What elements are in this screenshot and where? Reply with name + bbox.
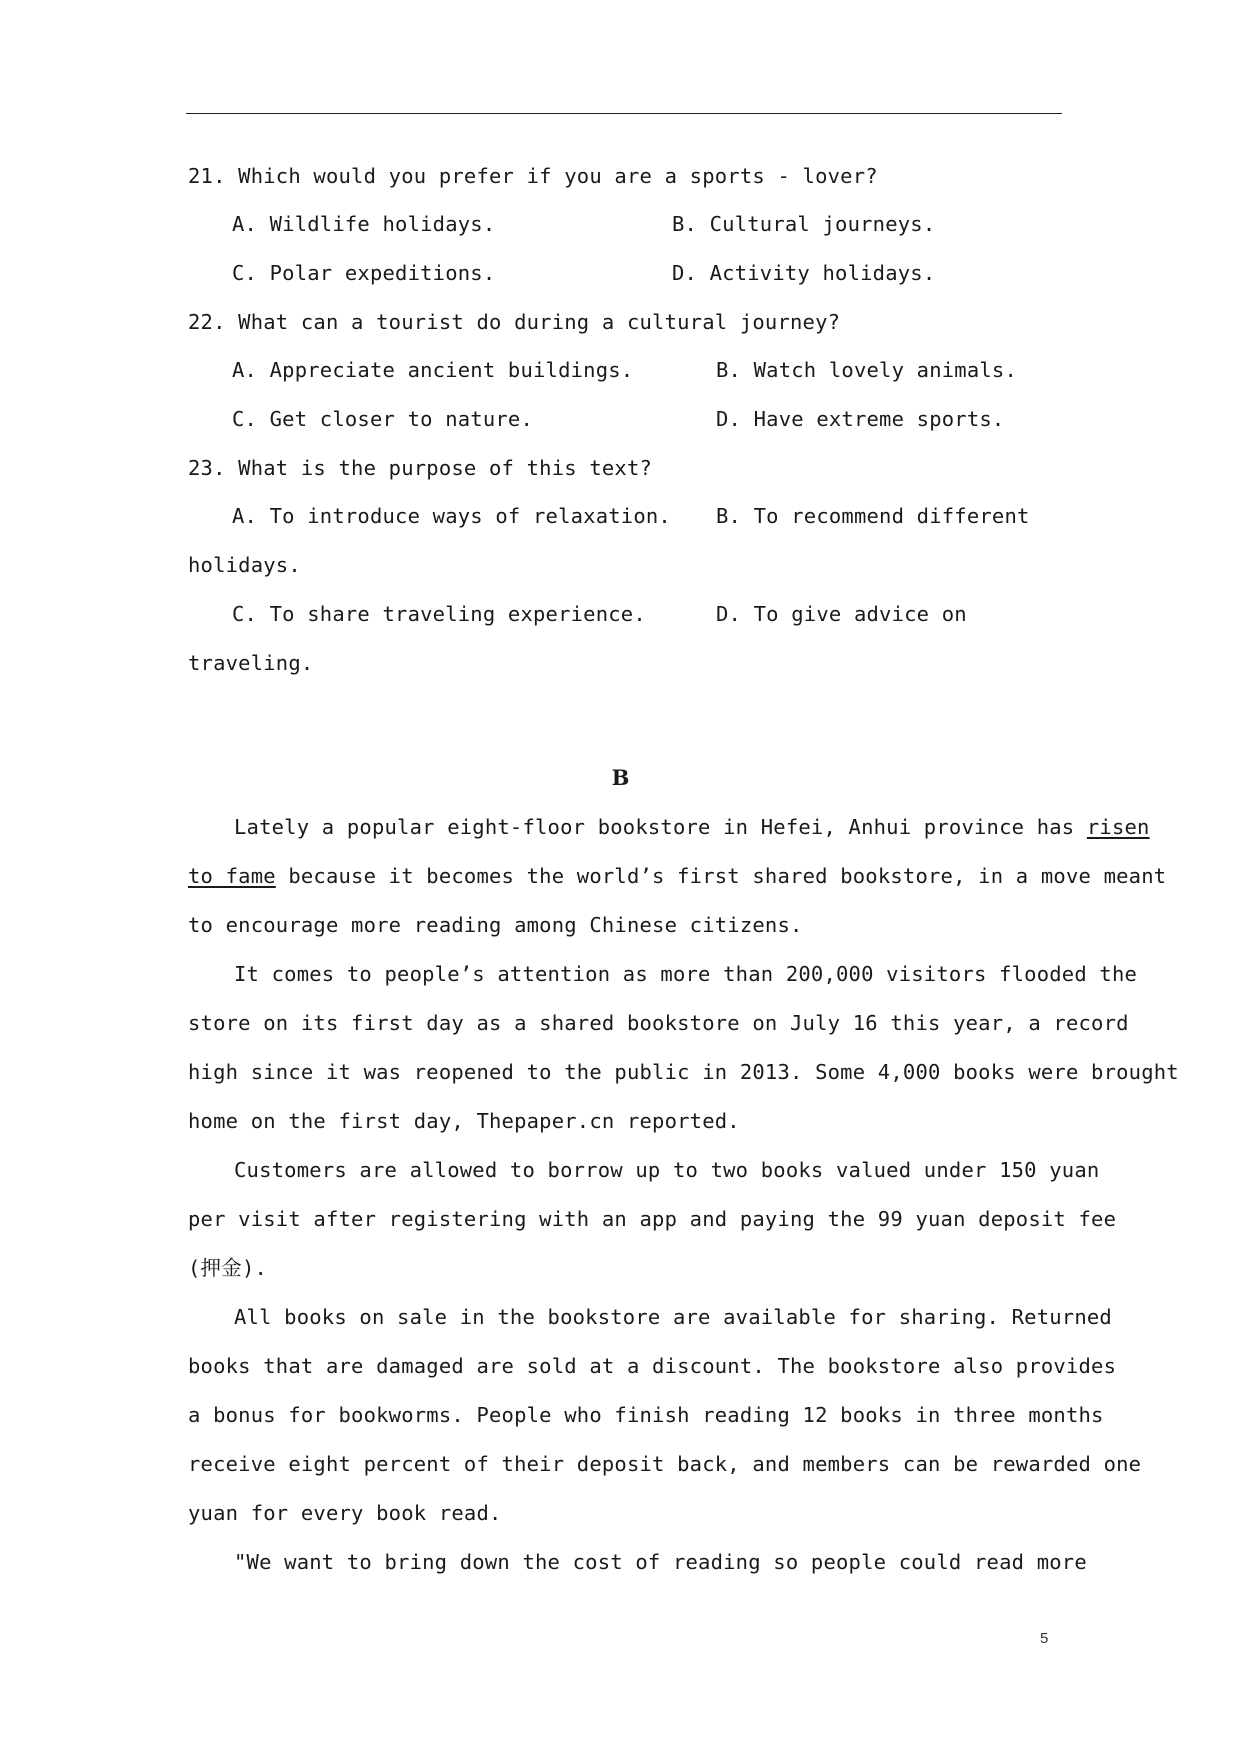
question-23-option-d-continued: traveling. <box>188 651 314 675</box>
paragraph-line: receive eight percent of their deposit back, and members can be rewarded one <box>188 1452 1142 1476</box>
paragraph-line: to encourage more reading among Chinese citizens. <box>188 913 803 937</box>
question-21-stem: 21. Which would you prefer if you are a sports - lover? <box>188 164 878 188</box>
passage-paragraph-3 <box>188 1158 1117 1305</box>
question-22-stem: 22. What can a tourist do during a cultural journey? <box>188 310 841 334</box>
underlined-phrase: risen <box>1086 815 1150 839</box>
paragraph-line: per visit after registering with an app and paying the 99 yuan deposit fee <box>188 1207 1117 1231</box>
paragraph-line <box>188 864 1167 913</box>
paragraph-line: It comes to people’s attention as more than 200,000 visitors flooded the <box>234 962 1138 986</box>
paragraph-line: Customers are allowed to borrow up to two books valued under 150 yuan <box>234 1158 1100 1182</box>
paragraph-line: books that are damaged are sold at a discount. The bookstore also provides <box>188 1354 1117 1378</box>
passage-paragraph-2 <box>188 962 1179 1158</box>
paragraph-line: store on its first day as a shared bookstore on July 16 this year, a record <box>188 1011 1129 1035</box>
question-21-option-d: D. Activity holidays. <box>672 261 936 285</box>
paragraph-line: (押金). <box>188 1256 268 1280</box>
question-21-option-c: C. Polar expeditions. <box>232 261 496 285</box>
question-22-option-a: A. Appreciate ancient buildings. <box>232 358 634 382</box>
text-span: because it becomes the world’s first shared bookstore, in a move meant <box>275 864 1167 888</box>
question-23-option-c: C. To share traveling experience. <box>232 602 646 626</box>
paragraph-line <box>188 815 1150 864</box>
paragraph-line: All books on sale in the bookstore are available for sharing. Returned <box>234 1305 1112 1329</box>
passage-paragraph-5 <box>188 1550 1087 1599</box>
passage-paragraph-4 <box>188 1305 1142 1550</box>
text-span: Lately a popular eight-floor bookstore in Hefei, Anhui province has <box>234 815 1087 839</box>
paragraph-line: a bonus for bookworms. People who finish reading 12 books in three months <box>188 1403 1104 1427</box>
header-rule <box>186 113 1062 114</box>
question-22-option-d: D. Have extreme sports. <box>716 407 1005 431</box>
question-23-option-b-continued: holidays. <box>188 553 301 577</box>
question-21-option-a: A. Wildlife holidays. <box>232 212 496 236</box>
question-22-option-b: B. Watch lovely animals. <box>716 358 1018 382</box>
question-23-option-d: D. To give advice on <box>716 602 967 626</box>
paragraph-line: yuan for every book read. <box>188 1501 502 1525</box>
question-23-option-a: A. To introduce ways of relaxation. <box>232 504 671 528</box>
question-21-option-b: B. Cultural journeys. <box>672 212 936 236</box>
paragraph-line: high since it was reopened to the public in 2013. Some 4,000 books were brought <box>188 1060 1179 1084</box>
paragraph-line: "We want to bring down the cost of reading so people could read more <box>234 1550 1087 1574</box>
underlined-phrase: to fame <box>188 864 276 888</box>
question-23-stem: 23. What is the purpose of this text? <box>188 456 653 480</box>
passage-paragraph-1 <box>188 815 1167 962</box>
question-23-option-b: B. To recommend different <box>716 504 1030 528</box>
section-title: B <box>611 765 630 790</box>
paragraph-line: home on the first day, Thepaper.cn reported. <box>188 1109 740 1133</box>
page-number: 5 <box>1040 1630 1049 1647</box>
question-22-option-c: C. Get closer to nature. <box>232 407 534 431</box>
